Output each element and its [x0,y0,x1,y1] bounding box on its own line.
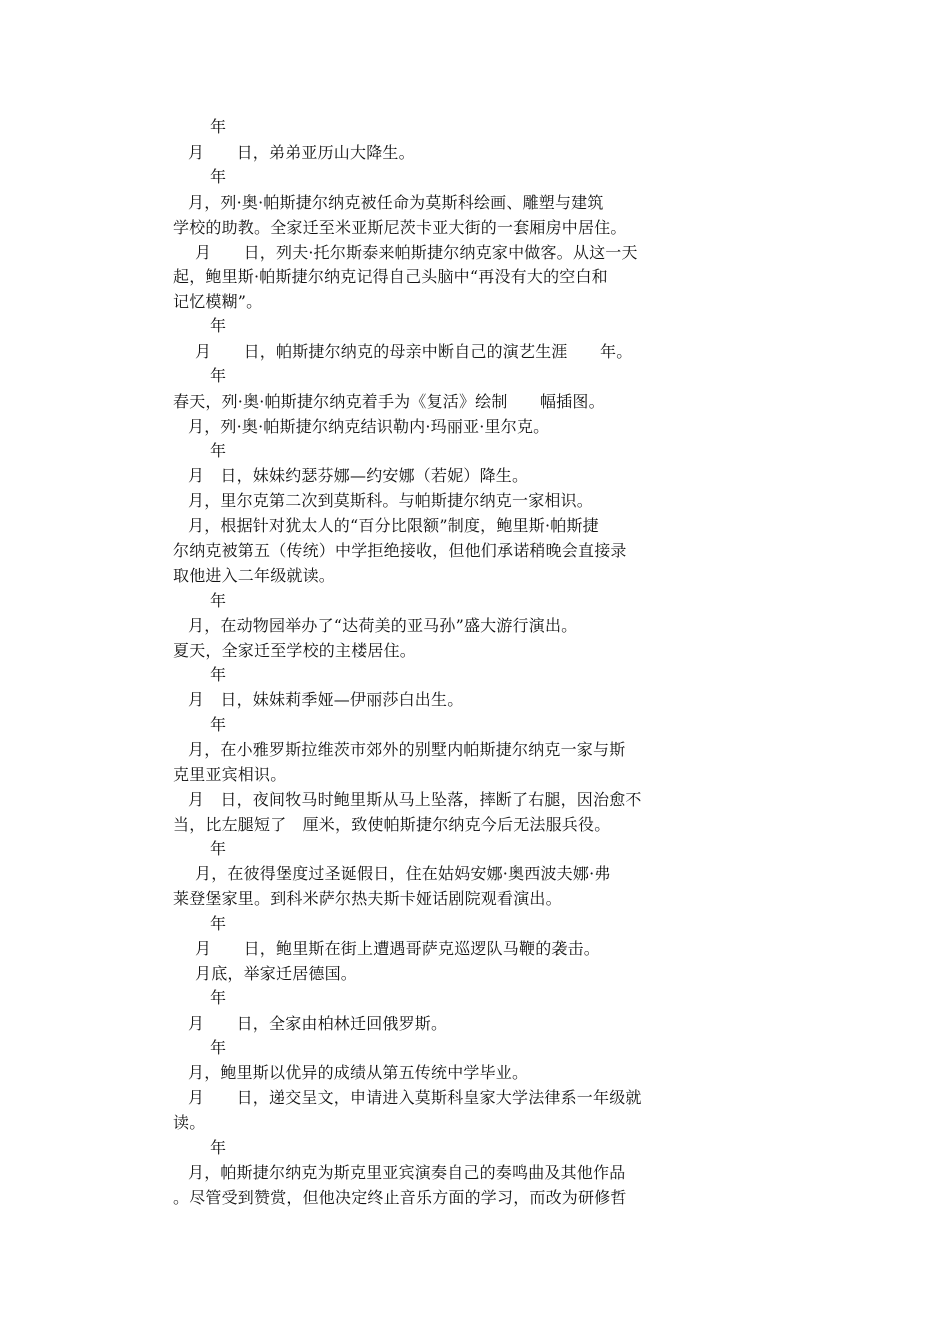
text-line: 尔纳克被第五（传统）中学拒绝接收，但他们承诺稍晚会直接录 [173,541,627,560]
text-line: 取他进入二年级就读。 [173,566,336,585]
text-line: 年 [210,117,227,136]
text-line: 读。 [173,1113,206,1132]
text-line: 年 [210,988,227,1007]
text-line: 月，在彼得堡度过圣诞假日，住在姑妈安娜·奥西波夫娜·弗 [195,864,611,883]
text-line: 月 日，全家由柏林迁回俄罗斯。 [188,1014,448,1033]
text-line: 年 [210,665,227,684]
text-line: 年 [210,591,227,610]
text-line: 。尽管受到赞赏，但他决定终止音乐方面的学习，而改为研修哲 [173,1188,627,1207]
text-line: 月，帕斯捷尔纳克为斯克里亚宾演奏自己的奏鸣曲及其他作品 [188,1163,626,1182]
text-line: 夏天，全家迁至学校的主楼居住。 [173,641,417,660]
text-line: 月 日，妹妹约瑟芬娜—约安娜（若妮）降生。 [188,466,529,485]
text-line: 月 日，弟弟亚历山大降生。 [188,143,415,162]
text-line: 年 [210,1138,227,1157]
text-line: 月，里尔克第二次到莫斯科。与帕斯捷尔纳克一家相识。 [188,491,594,510]
text-line: 学校的助教。全家迁至米亚斯尼茨卡亚大街的一套厢房中居住。 [173,218,627,237]
text-line: 月 日，夜间牧马时鲍里斯从马上坠落，摔断了右腿，因治愈不 [188,790,642,809]
text-line: 年 [210,1038,227,1057]
text-line: 莱登堡家里。到科米萨尔热夫斯卡娅话剧院观看演出。 [173,889,562,908]
text-line: 年 [210,366,227,385]
text-line: 克里亚宾相识。 [173,765,287,784]
text-line: 年 [210,715,227,734]
text-line: 月 日，妹妹莉季娅—伊丽莎白出生。 [188,690,464,709]
text-line: 月，鲍里斯以优异的成绩从第五传统中学毕业。 [188,1063,529,1082]
text-line: 月，根据针对犹太人的“百分比限额”制度，鲍里斯·帕斯捷 [188,516,599,535]
text-line: 当，比左腿短了 厘米，致使帕斯捷尔纳克今后无法服兵役。 [173,815,611,834]
text-line: 年 [210,441,227,460]
text-line: 月，列·奥·帕斯捷尔纳克结识勒内·玛丽亚·里尔克。 [188,417,550,436]
text-line: 月 日，递交呈文，申请进入莫斯科皇家大学法律系一年级就 [188,1088,642,1107]
text-line: 记忆模糊”。 [173,292,263,311]
text-line: 月，在小雅罗斯拉维茨市郊外的别墅内帕斯捷尔纳克一家与斯 [188,740,626,759]
text-line: 月，列·奥·帕斯捷尔纳克被任命为莫斯科绘画、雕塑与建筑 [188,193,604,212]
text-line: 月底，举家迁居德国。 [195,964,358,983]
text-line: 年 [210,914,227,933]
text-line: 月 日，帕斯捷尔纳克的母亲中断自己的演艺生涯 年。 [195,342,633,361]
text-line: 年 [210,316,227,335]
text-line: 月 日，鲍里斯在街上遭遇哥萨克巡逻队马鞭的袭击。 [195,939,601,958]
text-line: 年 [210,167,227,186]
text-line: 春天，列·奥·帕斯捷尔纳克着手为《复活》绘制 幅插图。 [173,392,605,411]
text-line: 年 [210,839,227,858]
text-line: 月，在动物园举办了“达荷美的亚马孙”盛大游行演出。 [188,616,578,635]
text-line: 月 日，列夫·托尔斯泰来帕斯捷尔纳克家中做客。从这一天 [195,243,638,262]
text-line: 起，鲍里斯·帕斯捷尔纳克记得自己头脑中“再没有大的空白和 [173,267,608,286]
